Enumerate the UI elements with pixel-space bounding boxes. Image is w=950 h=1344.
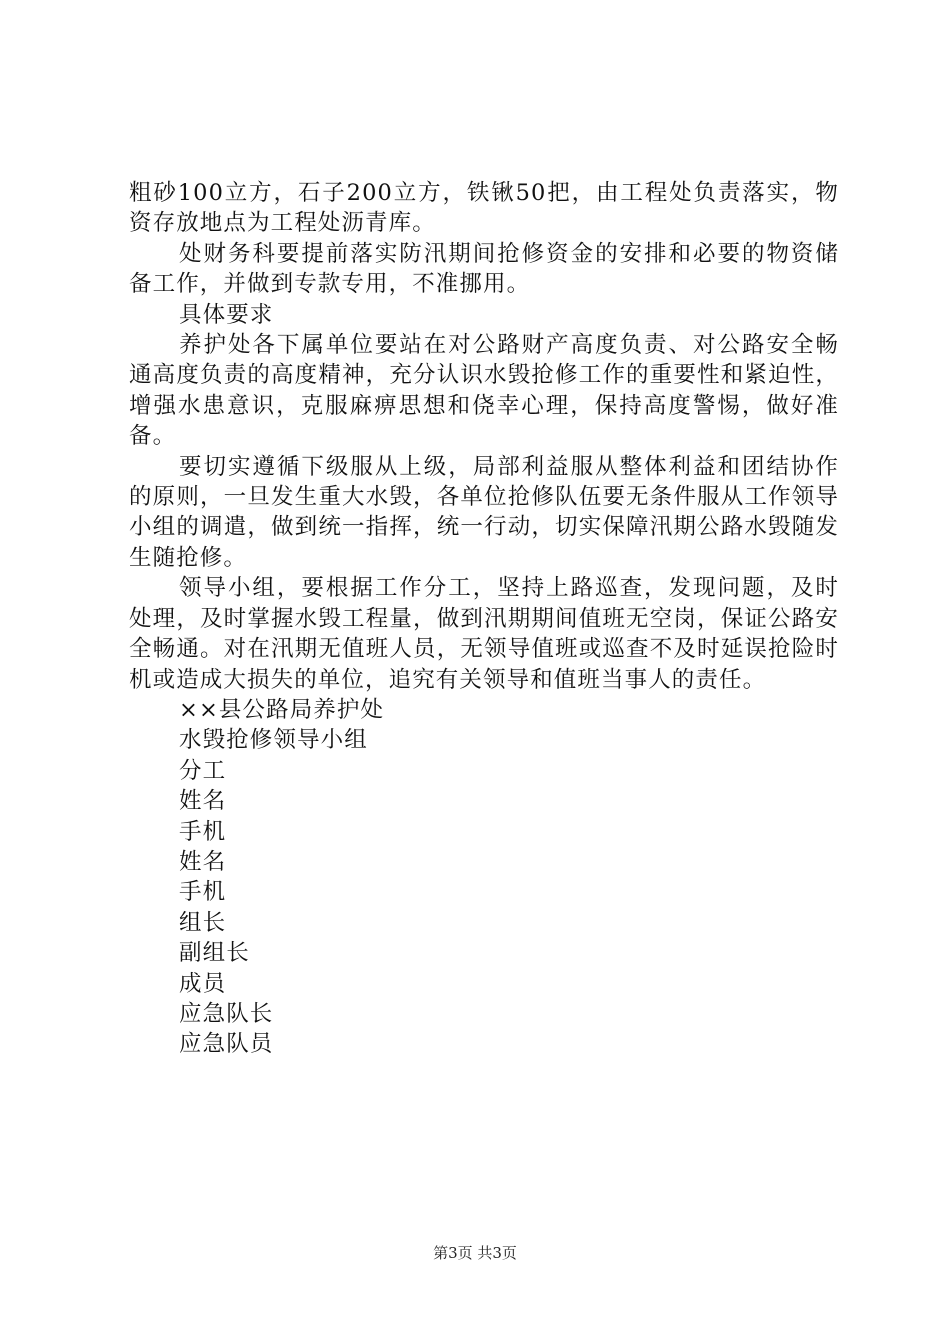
list-item: 副组长: [179, 940, 250, 967]
list-item: 手机: [179, 818, 227, 845]
list-item: 姓名: [179, 848, 227, 875]
list-item: 分工: [179, 757, 227, 784]
list-item: 应急队员: [179, 1031, 274, 1058]
document-body: [129, 178, 839, 1060]
list-item: 应急队长: [179, 1000, 274, 1027]
group-name-line: 水毁抢修领导小组: [179, 727, 368, 754]
list-item: 姓名: [179, 788, 227, 815]
paragraph-leadership: 领导小组，要根据工作分工，坚持上路巡查，发现问题，及时处理，及时掌握水毁工程量，做到汛期期间值班无空岗，保证公路安全畅通。对在汛期无值班人员，无领导值班或巡查不及时延误抢险时机或造成大损失的单位，追究有关领导和值班当事人的责任。: [129, 575, 839, 693]
paragraph-finance: 处财务科要提前落实防汛期间抢修资金的安排和必要的物资储备工作，并做到专款专用，不准挪用。: [129, 240, 839, 298]
list-item: 手机: [179, 879, 227, 906]
paragraph-awareness: 养护处各下属单位要站在对公路财产高度负责、对公路安全畅通高度负责的高度精神，充分认识水毁抢修工作的重要性和紧迫性，增强水患意识，克服麻痹思想和侥幸心理，保持高度警惕，做好准备。: [129, 332, 839, 450]
page-number-footer: 第3页 共3页: [433, 1244, 517, 1262]
list-item: 组长: [179, 909, 227, 936]
org-name-line: ××县公路局养护处: [179, 696, 385, 723]
paragraph-coordination: 要切实遵循下级服从上级，局部利益服从整体利益和团结协作的原则，一旦发生重大水毁，各单位抢修队伍要无条件服从工作领导小组的调遣，做到统一指挥，统一行动，切实保障汛期公路水毁随发生随抢修。: [129, 453, 839, 571]
paragraph-materials: 粗砂100立方，石子200立方，铁锹50把，由工程处负责落实，物资存放地点为工程处沥青库。: [129, 180, 839, 237]
section-heading-requirements: 具体要求: [179, 301, 274, 328]
list-item: 成员: [179, 970, 227, 997]
